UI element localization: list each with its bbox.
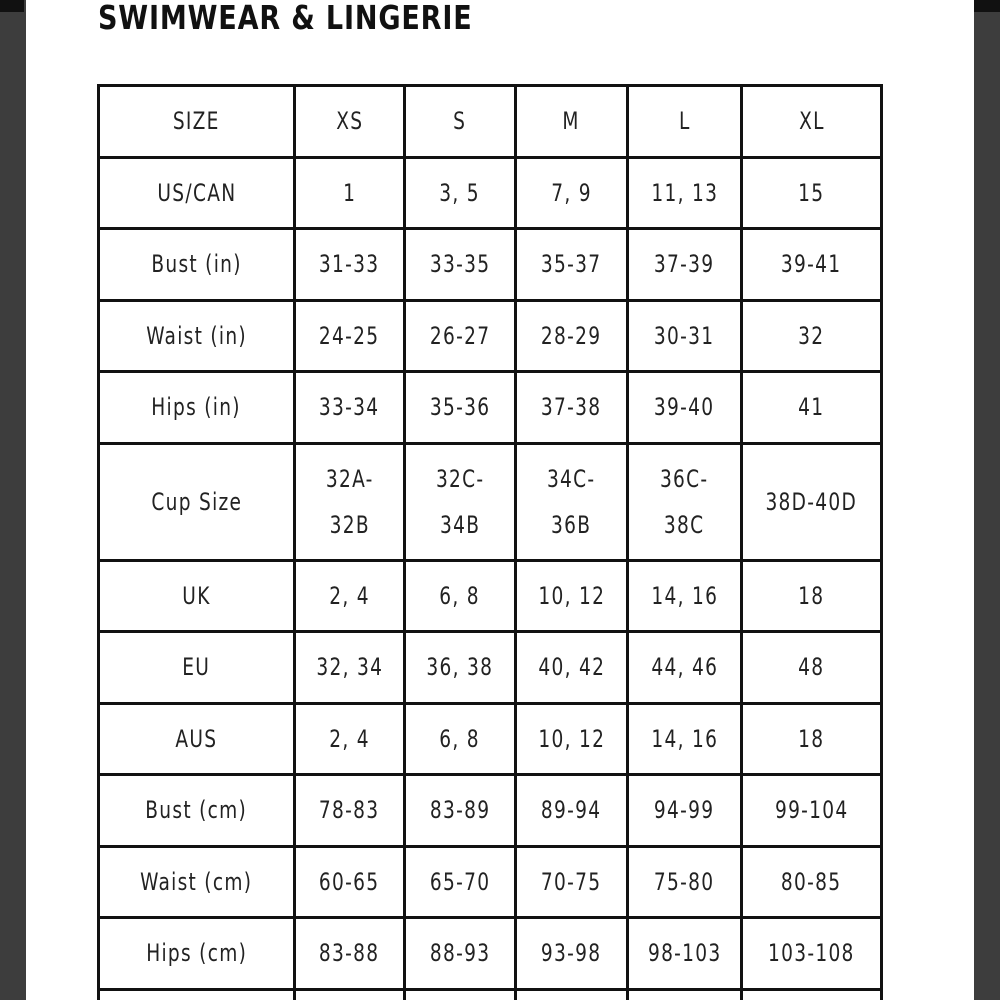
table-cell: 80-85 [742, 846, 882, 918]
right-frame-notch [974, 0, 1000, 12]
header-cell: M [516, 86, 628, 158]
table-cell: 36, 38 [405, 632, 516, 704]
table-cell [742, 989, 882, 1000]
table-cell: 7, 9 [516, 157, 628, 229]
table-row [99, 300, 882, 372]
table-cell: 31-33 [295, 229, 405, 301]
table-cell: 39-40 [628, 372, 742, 444]
table-row [99, 632, 882, 704]
row-label: Bust (cm) [99, 775, 295, 847]
row-label: Bust (in) [99, 229, 295, 301]
left-frame [0, 0, 26, 1000]
table-cell: 93-98 [516, 918, 628, 990]
table-cell: 99-104 [742, 775, 882, 847]
table-cell: 38D-40D [742, 443, 882, 560]
table-cell: 32C- 34B [405, 443, 516, 560]
table-cell: 6, 8 [405, 703, 516, 775]
table-cell: 6, 8 [405, 560, 516, 632]
table-cell: 32A- 32B [295, 443, 405, 560]
table-cell [516, 989, 628, 1000]
table-row [99, 846, 882, 918]
table-cell [628, 989, 742, 1000]
table-cell: 89-94 [516, 775, 628, 847]
table-cell: 2, 4 [295, 560, 405, 632]
page-title: SWIMWEAR & LINGERIE [98, 0, 473, 37]
table-cell: 18 [742, 703, 882, 775]
right-frame [974, 0, 1000, 1000]
table-cell: 40, 42 [516, 632, 628, 704]
table-header-row [99, 86, 882, 158]
table-cell: 41 [742, 372, 882, 444]
table-cell: 33-34 [295, 372, 405, 444]
table-cell: 98-103 [628, 918, 742, 990]
header-cell: SIZE [99, 86, 295, 158]
table-cell: 83-88 [295, 918, 405, 990]
table-cell: 11, 13 [628, 157, 742, 229]
table-cell: 35-36 [405, 372, 516, 444]
row-label: Hips (in) [99, 372, 295, 444]
table-cell: 24-25 [295, 300, 405, 372]
table-cell: 30-31 [628, 300, 742, 372]
table-cell: 36C- 38C [628, 443, 742, 560]
table-cell: 28-29 [516, 300, 628, 372]
table-cell: 14, 16 [628, 560, 742, 632]
size-guide-panel [26, 0, 974, 1000]
row-label: Cup Size [99, 443, 295, 560]
table-row [99, 372, 882, 444]
table-row-partial [99, 989, 882, 1000]
left-frame-notch [0, 0, 24, 12]
table-cell: 37-39 [628, 229, 742, 301]
table-cell: 75-80 [628, 846, 742, 918]
table-cell: 83-89 [405, 775, 516, 847]
table-cell: 33-35 [405, 229, 516, 301]
row-label: UK [99, 560, 295, 632]
table-cell [99, 989, 295, 1000]
table-cell: 26-27 [405, 300, 516, 372]
table-row [99, 443, 882, 560]
table-row [99, 918, 882, 990]
row-label: AUS [99, 703, 295, 775]
row-label: US/CAN [99, 157, 295, 229]
table-cell: 14, 16 [628, 703, 742, 775]
table-cell: 34C- 36B [516, 443, 628, 560]
table-row [99, 560, 882, 632]
table-cell: 10, 12 [516, 703, 628, 775]
header-cell: L [628, 86, 742, 158]
table-cell: 35-37 [516, 229, 628, 301]
table-cell: 103-108 [742, 918, 882, 990]
table-cell: 78-83 [295, 775, 405, 847]
table-cell: 1 [295, 157, 405, 229]
table-cell: 32 [742, 300, 882, 372]
table-cell: 94-99 [628, 775, 742, 847]
table-cell: 2, 4 [295, 703, 405, 775]
table-cell [295, 989, 405, 1000]
size-chart-table [97, 84, 883, 1000]
table-cell: 88-93 [405, 918, 516, 990]
row-label: Waist (in) [99, 300, 295, 372]
table-cell: 70-75 [516, 846, 628, 918]
table-cell: 39-41 [742, 229, 882, 301]
table-cell [405, 989, 516, 1000]
table-row [99, 703, 882, 775]
header-cell: XL [742, 86, 882, 158]
table-cell: 32, 34 [295, 632, 405, 704]
table-cell: 15 [742, 157, 882, 229]
table-cell: 65-70 [405, 846, 516, 918]
table-row [99, 229, 882, 301]
table-cell: 37-38 [516, 372, 628, 444]
header-cell: S [405, 86, 516, 158]
table-cell: 18 [742, 560, 882, 632]
header-cell: XS [295, 86, 405, 158]
table-cell: 60-65 [295, 846, 405, 918]
table-row [99, 775, 882, 847]
row-label: EU [99, 632, 295, 704]
table-cell: 3, 5 [405, 157, 516, 229]
row-label: Hips (cm) [99, 918, 295, 990]
table-cell: 48 [742, 632, 882, 704]
table-row [99, 157, 882, 229]
row-label: Waist (cm) [99, 846, 295, 918]
table-cell: 44, 46 [628, 632, 742, 704]
table-cell: 10, 12 [516, 560, 628, 632]
